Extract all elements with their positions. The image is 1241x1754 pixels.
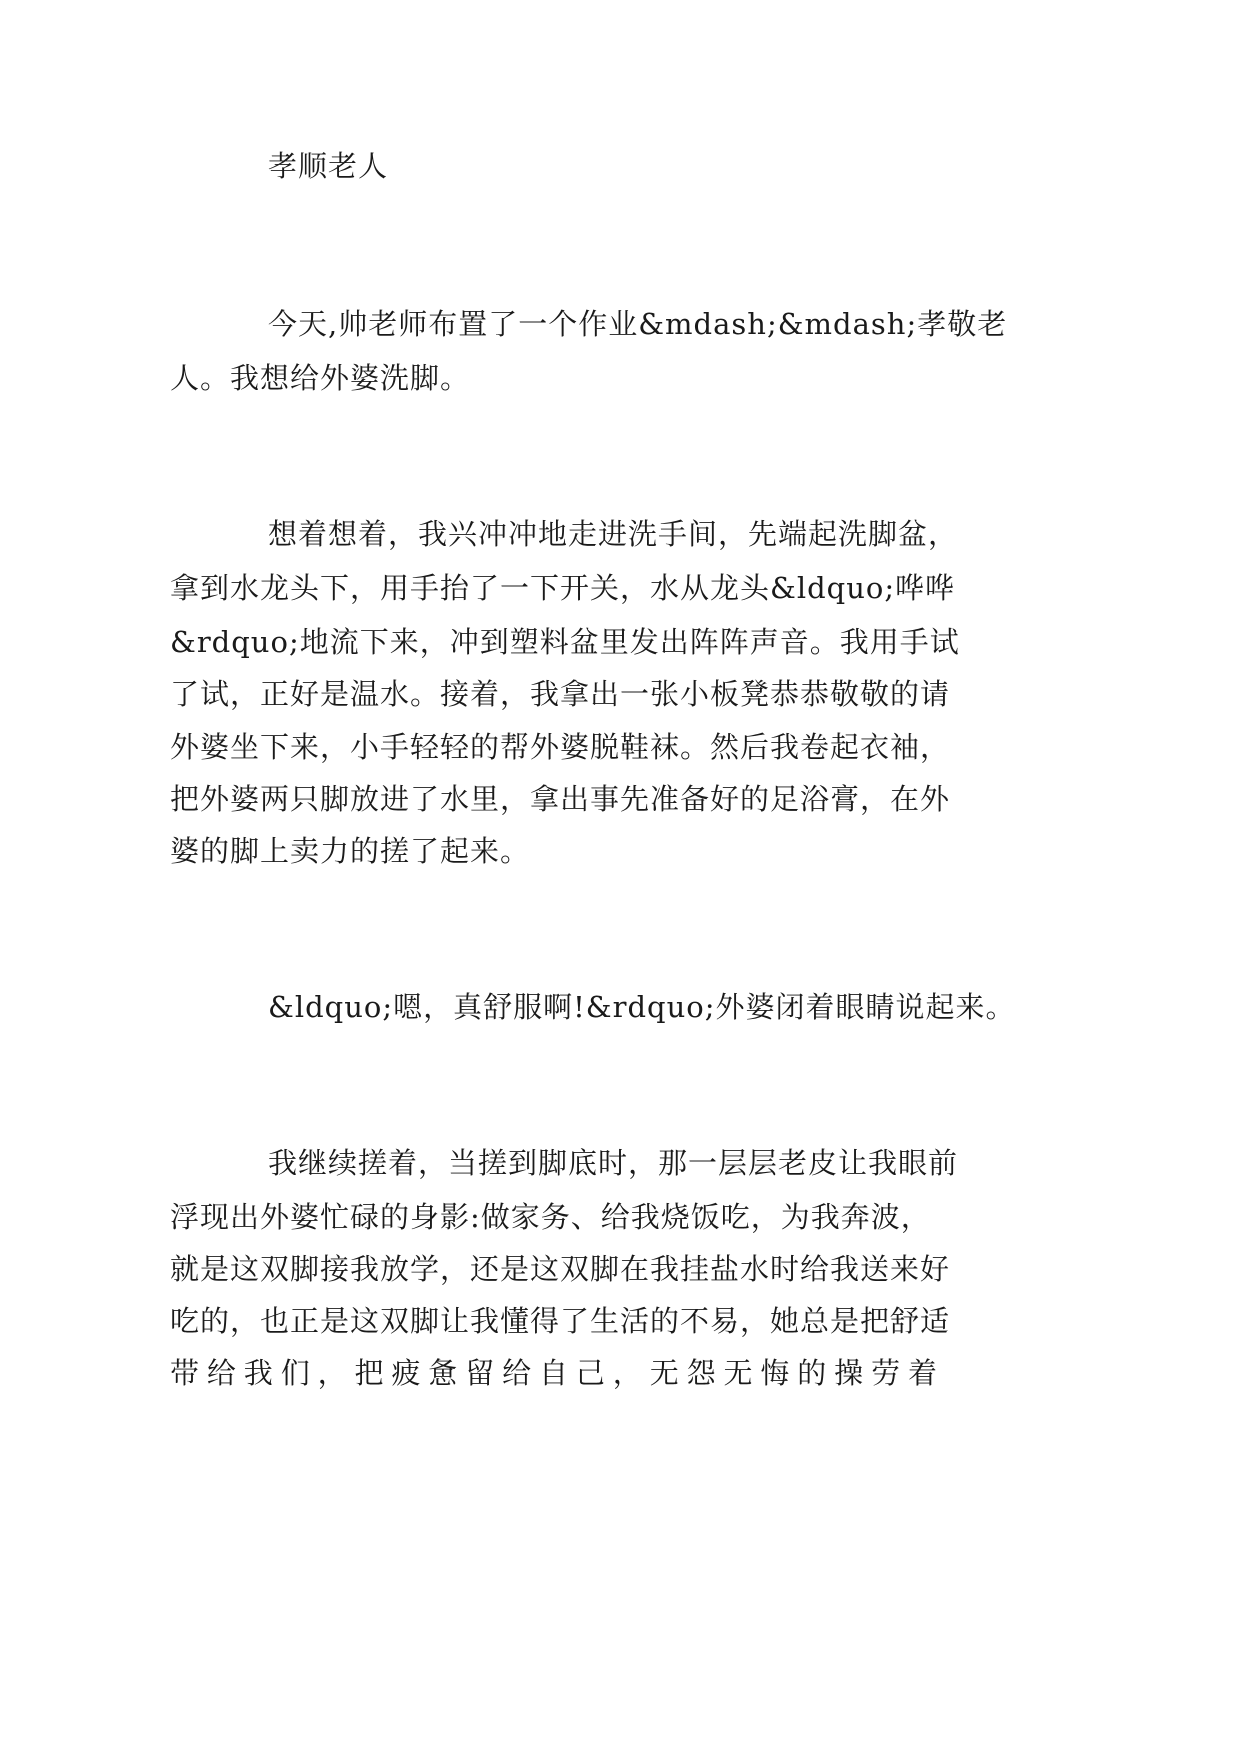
- paragraph-line: &ldquo;嗯，真舒服啊!&rdquo;外婆闭着眼睛说起来。: [268, 990, 1016, 1024]
- paragraph-line: 拿到水龙头下，用手抬了一下开关，水从龙头&ldquo;哗哗: [170, 571, 956, 605]
- paragraph-line: 人。我想给外婆洗脚。: [170, 361, 471, 395]
- paragraph-line: &rdquo;地流下来，冲到塑料盆里发出阵阵声音。我用手试: [170, 625, 960, 659]
- paragraph-line: 想着想着，我兴冲冲地走进洗手间，先端起洗脚盆，: [268, 517, 959, 551]
- paragraph-line: 外婆坐下来，小手轻轻的帮外婆脱鞋袜。然后我卷起衣袖，: [170, 730, 951, 764]
- paragraph-line: 今天,帅老师布置了一个作业&mdash;&mdash;孝敬老: [268, 307, 1008, 341]
- paragraph-line: 吃的，也正是这双脚让我懂得了生活的不易，她总是把舒适: [170, 1304, 951, 1338]
- document-title: 孝顺老人: [268, 149, 389, 183]
- paragraph-line: 就是这双脚接我放学，还是这双脚在我挂盐水时给我送来好: [170, 1252, 951, 1286]
- paragraph-line: 浮现出外婆忙碌的身影:做家务、给我烧饭吃，为我奔波，: [170, 1200, 931, 1234]
- paragraph-line: 我继续搓着，当搓到脚底时，那一层层老皮让我眼前: [268, 1146, 959, 1180]
- paragraph-line: 了试，正好是温水。接着，我拿出一张小板凳恭恭敬敬的请: [170, 677, 951, 711]
- paragraph-line: 带给我们，把疲惫留给自己，无怨无悔的操劳着: [170, 1356, 938, 1390]
- paragraph-line: 把外婆两只脚放进了水里，拿出事先准备好的足浴膏，在外: [170, 782, 951, 816]
- paragraph-line: 婆的脚上卖力的搓了起来。: [170, 834, 531, 868]
